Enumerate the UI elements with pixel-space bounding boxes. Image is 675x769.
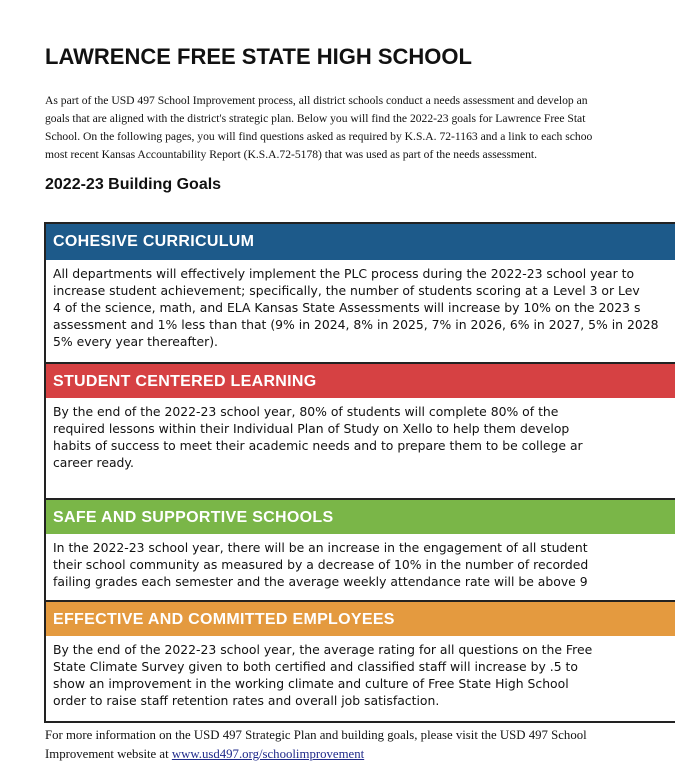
goal-line: All departments will effectively implement the PLC process during the 2022-23 school year to [53, 266, 635, 281]
goal-header: COHESIVE CURRICULUM [46, 224, 675, 260]
footer-line: For more information on the USD 497 Strategic Plan and building goals, please visit the USD 497 School [45, 728, 587, 742]
goal-effective-and-committed-employees [46, 600, 675, 721]
school-improvement-link[interactable]: www.usd497.org/schoolimprovement [171, 747, 365, 761]
goal-line: order to raise staff retention rates and overall job satisfaction. [53, 693, 440, 708]
goal-description [46, 534, 675, 600]
intro-line: goals that are aligned with the district's strategic plan. Below you will find the 2022-23 goals for Lawrence Free Stat [45, 112, 586, 125]
goal-line: By the end of the 2022-23 school year, 80% of students will complete 80% of the [53, 404, 559, 419]
goal-cohesive-curriculum [46, 224, 675, 362]
goal-line: increase student achievement; specifically, the number of students scoring at a Level 3 or Lev [53, 283, 640, 298]
footer-line [45, 745, 675, 764]
goal-header: STUDENT CENTERED LEARNING [46, 362, 675, 398]
goal-line: show an improvement in the working climate and culture of Free State High School [53, 676, 569, 691]
goal-line: assessment and 1% less than that (9% in 2024, 8% in 2025, 7% in 2026, 6% in 2027, 5% in 2028 [53, 317, 659, 332]
goal-line: failing grades each semester and the average weekly attendance rate will be above 9 [53, 574, 588, 589]
goal-line: their school community as measured by a decrease of 10% in the number of recorded [53, 557, 589, 572]
intro-line: As part of the USD 497 School Improvement process, all district schools conduct a needs assessment and develop an [45, 94, 588, 107]
goal-safe-and-supportive-schools [46, 498, 675, 600]
page-title: LAWRENCE FREE STATE HIGH SCHOOL [45, 44, 472, 69]
goal-line: habits of success to meet their academic needs and to prepare them to be college ar [53, 438, 583, 453]
intro-line: most recent Kansas Accountability Report (K.S.A.72-5178) that was used as part of the needs assessment. [45, 148, 537, 161]
goal-line: 4 of the science, math, and ELA Kansas State Assessments will increase by 10% on the 2023 s [53, 300, 641, 315]
goal-line: By the end of the 2022-23 school year, the average rating for all questions on the Free [53, 642, 593, 657]
goals-table [44, 222, 675, 723]
intro-line: School. On the following pages, you will find questions asked as required by K.S.A. 72-1163 and a link to each schoo [45, 130, 593, 143]
goal-line: career ready. [53, 455, 134, 470]
goal-description [46, 398, 675, 498]
section-heading: 2022-23 Building Goals [45, 176, 222, 193]
footer-note [45, 726, 675, 764]
goal-header: EFFECTIVE AND COMMITTED EMPLOYEES [46, 600, 675, 636]
goal-line: required lessons within their Individual Plan of Study on Xello to help them develop [53, 421, 570, 436]
goal-line: In the 2022-23 school year, there will be an increase in the engagement of all student [53, 540, 588, 555]
footer-prefix: Improvement website at [45, 747, 172, 761]
goal-header: SAFE AND SUPPORTIVE SCHOOLS [46, 498, 675, 534]
goal-description [46, 636, 675, 721]
goal-student-centered-learning [46, 362, 675, 498]
goal-line: 5% every year thereafter). [53, 334, 218, 349]
goal-line: State Climate Survey given to both certified and classified staff will increase by .5 to [53, 659, 578, 674]
intro-paragraph [45, 92, 675, 164]
goal-description [46, 260, 675, 362]
